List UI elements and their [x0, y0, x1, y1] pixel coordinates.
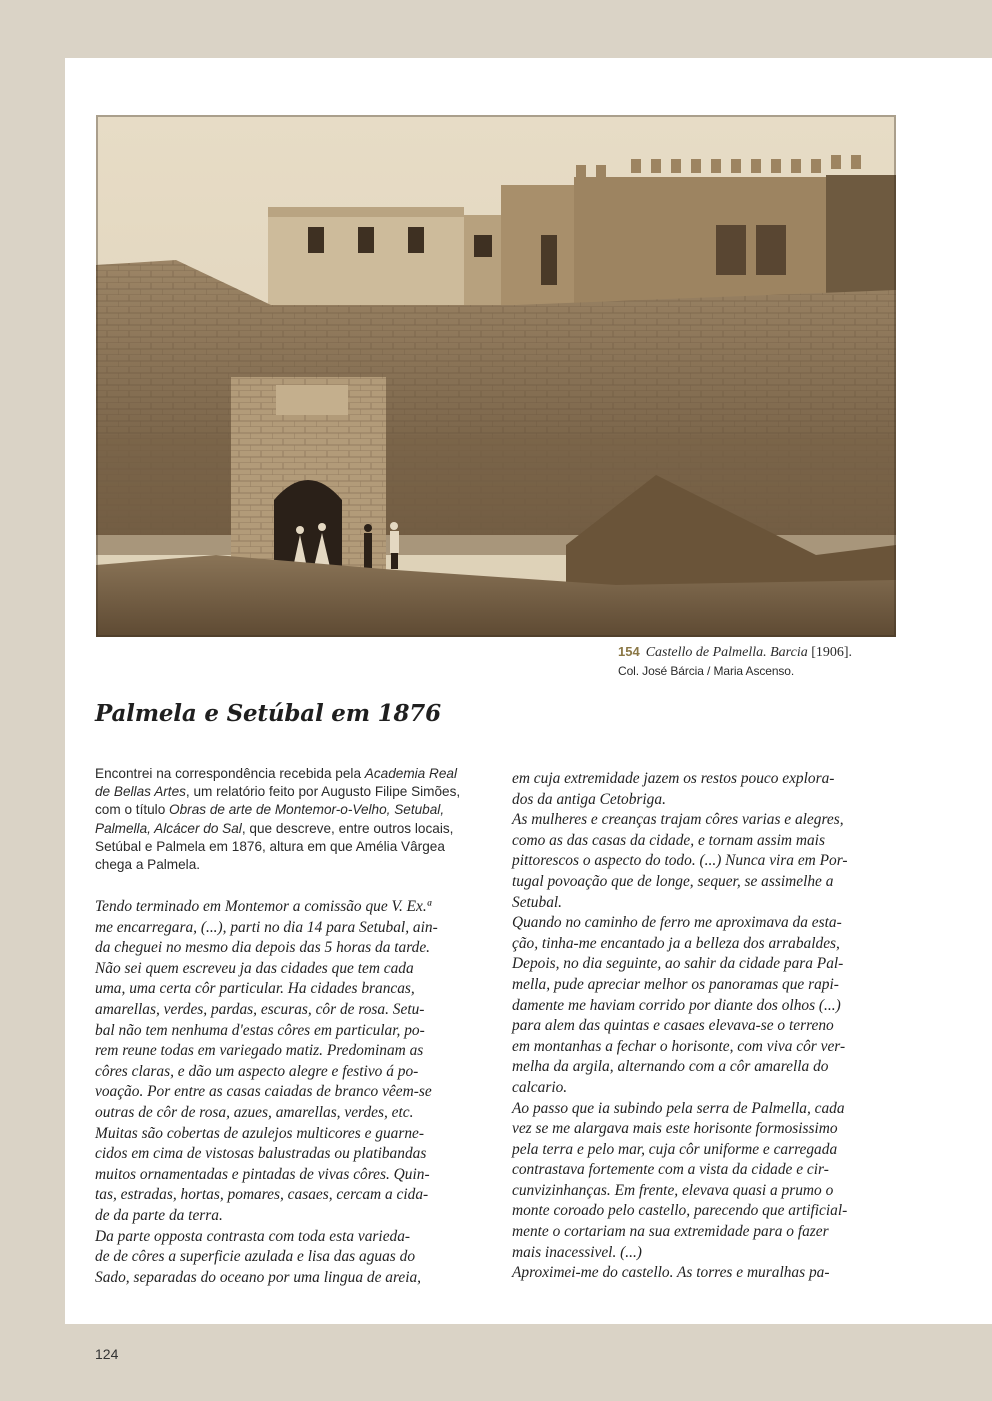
figure-caption — [618, 643, 918, 680]
article-title: Palmela e Setúbal em 1876 — [95, 700, 441, 727]
quote-line: Aproximei-me do castello. As torres e muralhas pa- — [512, 1264, 830, 1282]
quote-line: pela terra e pelo mar, cuja côr uniforme e carregada — [512, 1140, 838, 1158]
quote-line: cunvizinhanças. Em frente, elevava quasi a prumo o — [512, 1181, 834, 1199]
quote-line: Depois, no dia seguinte, ao sahir da cidade para Pal- — [512, 955, 844, 973]
intro-text-2: , um relatório feito por Augusto Filipe Simões, com o título — [95, 784, 461, 818]
quote-line: contrastava fortemente com a vista da cidade e cir- — [512, 1161, 829, 1179]
quote-line: pittorescos o aspecto do todo. (...) Nunca vira em Por- — [512, 852, 848, 870]
quote-line: Da parte opposta contrasta com toda esta varieda- — [95, 1227, 411, 1245]
quote-line: outras de côr de rosa, azues, amarellas, verdes, etc. — [95, 1103, 414, 1121]
quote-line: amarellas, verdes, pardas, escuras, côr de rosa. Setu- — [95, 1000, 425, 1018]
quote-line: cidos em cima de vistosas balustradas ou platibandas — [95, 1145, 427, 1163]
quote-line: bal não tem nenhuma d'estas côres em particular, po- — [95, 1021, 425, 1039]
page-number: 124 — [95, 1346, 119, 1362]
quote-line: Ao passo que ia subindo pela serra de Palmella, cada — [512, 1099, 845, 1117]
quote-line: mente o cortariam na sua extremidade para o fazer — [512, 1223, 829, 1241]
castle-image — [96, 115, 896, 637]
quote-line: em cuja extremidade jazem os restos pouco explora- — [512, 770, 835, 787]
quote-line: mais inacessivel. (...) — [512, 1243, 642, 1261]
figure-date: [1906]. — [811, 645, 853, 660]
quote-line: As mulheres e creanças trajam côres varias e alegres, — [512, 811, 844, 829]
quote-line: Setubal. — [512, 893, 563, 911]
quote-line: melha da argila, alternando com a côr amarella do — [512, 1058, 829, 1076]
quote-line: da cheguei no mesmo dia depois das 5 horas da tarde. — [95, 939, 431, 957]
quote-line: para alem das quintas e casaes elevava-se o terreno — [512, 1017, 834, 1035]
figure-credit: Col. José Bárcia / Maria Ascenso. — [618, 664, 795, 678]
quote-line: monte coroado pelo castello, parecendo que artificial- — [512, 1202, 848, 1220]
quote-line: côres claras, e dão um aspecto alegre e festivo á po- — [95, 1062, 419, 1080]
quote-line: dos da antiga Cetobriga. — [512, 790, 666, 808]
quote-line: Tendo terminado em Montemor a comissão que V. Ex.ª — [95, 898, 431, 915]
quote-line: Quando no caminho de ferro me aproximava da esta- — [512, 914, 842, 932]
intro-report-title: Obras de arte de Montemor-o-Velho, Setubal, Palmella, Alcácer do Sal — [95, 802, 445, 836]
quote-line: ção, tinha-me encantado ja a belleza dos arrabaldes, — [512, 934, 840, 952]
quote-column-right — [512, 769, 897, 1284]
quote-line: de da parte da terra. — [95, 1206, 223, 1224]
quote-line: muitos ornamentadas e pintadas de vivas côres. Quin- — [95, 1165, 430, 1183]
quote-line: tugal povoação que de longe, sequer, se assimelhe a — [512, 872, 834, 890]
quote-line: de de côres a superficie azulada e lisa das aguas do — [95, 1248, 416, 1266]
quote-line: Muitas são cobertas de azulejos multicores e guarne- — [95, 1124, 425, 1142]
quote-line: mella, pude apreciar melhor os panoramas que rapi- — [512, 975, 839, 993]
intro-paragraph — [95, 765, 475, 874]
quote-line: em montanhas a fechar o horisonte, com viva côr ver- — [512, 1037, 846, 1055]
quote-line: damente me haviam corrido por diante dos olhos (...) — [512, 996, 841, 1014]
caption-title-line — [618, 643, 918, 662]
figure-number: 154 — [618, 644, 640, 659]
quote-line: me encarregara, (...), parti no dia 14 para Setubal, ain- — [95, 918, 438, 936]
castle-photograph — [96, 115, 896, 637]
quote-line: vez se me alargava mais este horisonte formosissimo — [512, 1120, 838, 1138]
quote-line: como as das casas da cidade, e tornam assim mais — [512, 831, 825, 849]
figure-title: Castello de Palmella. Barcia — [645, 645, 808, 660]
intro-text-1: Encontrei na correspondência recebida pela — [95, 766, 365, 781]
quote-column-left — [95, 897, 480, 1288]
intro-institution: Academia Real de Bellas Artes — [95, 766, 457, 800]
quote-line: Sado, separadas do oceano por uma lingua de areia, — [95, 1268, 422, 1286]
quote-line: uma, uma certa côr particular. Ha cidades brancas, — [95, 980, 415, 998]
quote-line: tas, estradas, hortas, pomares, casaes, cercam a cida- — [95, 1186, 429, 1204]
quote-line: calcario. — [512, 1078, 568, 1096]
intro-text-3: , que descreve, entre outros locais, Setúbal e Palmela em 1876, altura em que Amélia Vârgea chega a Palmela. — [95, 820, 454, 873]
quote-line: Não sei quem escreveu ja das cidades que tem cada — [95, 959, 414, 977]
quote-line: voação. Por entre as casas caiadas de branco vêem-se — [95, 1083, 432, 1101]
quote-line: rem reune todas em variegado matiz. Predominam as — [95, 1042, 424, 1060]
